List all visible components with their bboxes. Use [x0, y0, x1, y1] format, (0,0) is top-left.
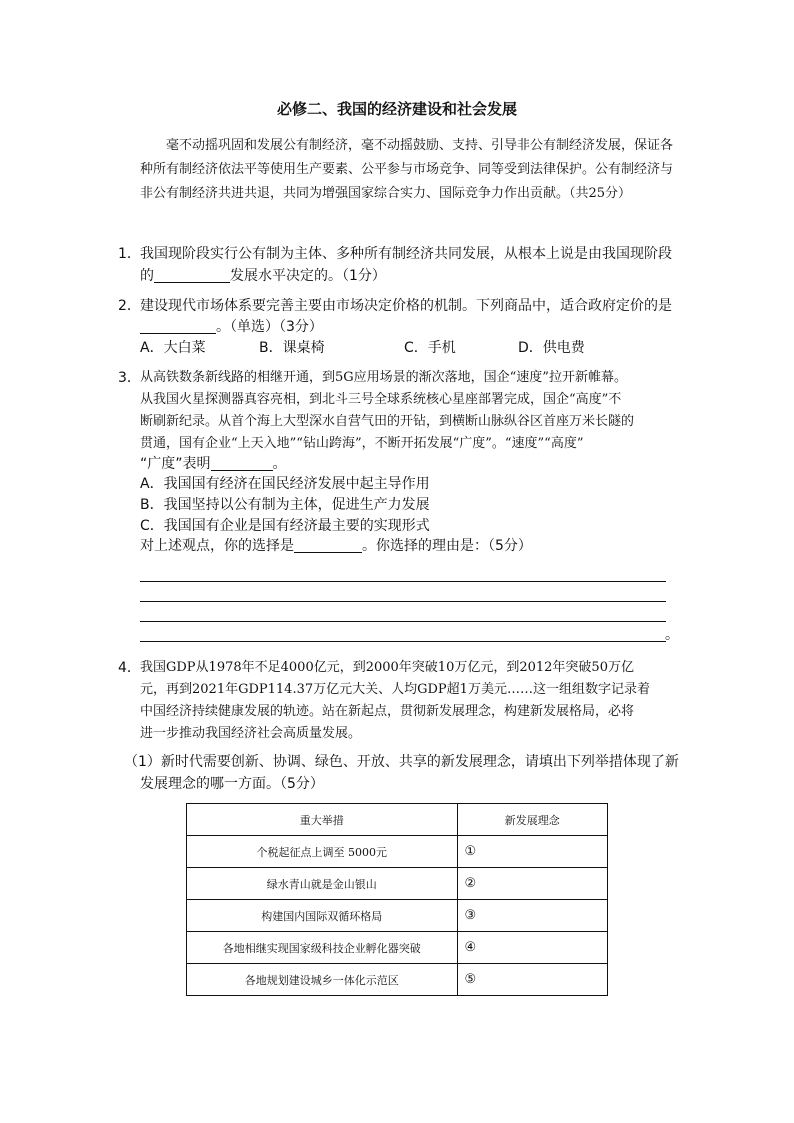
answer-end-mark: 。 — [665, 627, 679, 643]
question-1-line-1: 我国现阶段实行公有制为主体、多种所有制经济共同发展，从根本上说是由我国现阶段 — [140, 246, 672, 262]
question-3-stem-line-5: “广度”表明 。 — [140, 456, 287, 472]
intro-paragraph: 毫不动摇巩固和发展公有制经济，毫不动摇鼓励、支持、引导非公有制经济发展，保证各种所有制经济依法平等使用生产要素、公平参与市场竞争、同等受到法律保护。公有制经济与非公有制经济共进共退，共同为增强国家综合实力、国际竞争力作出贡献。（共25分） — [140, 138, 674, 201]
answer-blank[interactable] — [154, 266, 230, 283]
option-c: C．我国国有企业是国有经济最主要的实现形式 — [140, 518, 430, 534]
header-concept: 新发展理念 — [457, 804, 608, 836]
header-measure: 重大举措 — [187, 804, 458, 836]
concept-answer-cell[interactable]: ② — [457, 868, 608, 900]
table-row — [187, 836, 608, 868]
question-3-stem-line-4: 贯通，国有企业“上天入地”“钻山跨海”，不断开拓发展“广度”。“速度”“高度” — [140, 436, 584, 451]
table-row — [187, 868, 608, 900]
concept-answer-cell[interactable]: ④ — [457, 932, 608, 964]
question-4-stem-line-3: 中国经济持续健康发展的轨迹。站在新起点，贯彻新发展理念，构建新发展格局，必将 — [140, 704, 635, 719]
question-4-stem-line-2: 元，再到2021年GDP114.37万亿元大关、人均GDP超1万美元……这一组组数字记录着 — [140, 682, 650, 697]
measure-cell: 各地规划建设城乡一体化示范区 — [187, 964, 458, 996]
answer-line[interactable] — [140, 621, 666, 622]
measure-cell: 绿水青山就是金山银山 — [187, 868, 458, 900]
question-4-stem-line-4: 进一步推动我国经济社会高质量发展。 — [140, 726, 362, 741]
table-header-row — [187, 804, 608, 836]
concept-answer-cell[interactable]: ① — [457, 836, 608, 868]
sub-question-1-line-2: 发展理念的哪一方面。（5分） — [140, 776, 324, 792]
question-2-line-1: 建设现代市场体系要完善主要由市场决定价格的机制。下列商品中，适合政府定价的是 — [140, 298, 672, 314]
page-title: 必修二、我国的经济建设和社会发展 — [276, 100, 517, 118]
question-number: 4． — [118, 660, 141, 676]
answer-line[interactable] — [140, 601, 666, 602]
question-4-stem-line-1: 我国GDP从1978年不足4000亿元，到2000年突破10万亿元，到2012年突破50万亿 — [140, 660, 634, 675]
question-number: 3． — [118, 370, 141, 386]
answer-line[interactable] — [140, 641, 666, 642]
table-row — [187, 932, 608, 964]
answer-blank[interactable] — [140, 317, 216, 334]
table-row — [187, 964, 608, 996]
question-number: 2． — [118, 298, 141, 314]
choice-blank[interactable] — [294, 536, 362, 553]
answer-line[interactable] — [140, 581, 666, 582]
question-1-line-2: 的 发展水平决定的。（1分） — [140, 268, 386, 284]
answer-blank[interactable] — [211, 454, 273, 471]
concept-answer-cell[interactable]: ⑤ — [457, 964, 608, 996]
option-b[interactable]: B．课桌椅 — [259, 340, 325, 356]
concept-answer-cell[interactable]: ③ — [457, 900, 608, 932]
option-a: A．我国国有经济在国民经济发展中起主导作用 — [140, 476, 430, 492]
option-b: B．我国坚持以公有制为主体，促进生产力发展 — [140, 497, 430, 513]
option-a[interactable]: A．大白菜 — [140, 340, 206, 356]
option-d[interactable]: D．供电费 — [518, 340, 585, 356]
sub-question-1-line-1: （1）新时代需要创新、协调、绿色、开放、共享的新发展理念，请填出下列举措体现了新 — [124, 754, 679, 770]
table-row — [187, 900, 608, 932]
measure-cell: 各地相继实现国家级科技企业孵化器突破 — [187, 932, 458, 964]
question-number: 1． — [118, 246, 141, 262]
question-3-stem-line-3: 断刷新纪录。从首个海上大型深水自营气田的开钻，到横断山脉纵谷区首座万米长隧的 — [140, 414, 635, 429]
measures-table — [186, 803, 608, 996]
question-3-stem-line-1: 从高铁数条新线路的相继开通，到5G应用场景的渐次落地，国企“速度”拉开新帷幕。 — [140, 370, 627, 385]
measure-cell: 构建国内国际双循环格局 — [187, 900, 458, 932]
question-2-line-2: 。（单选）（3分） — [140, 315, 323, 339]
option-c[interactable]: C．手机 — [404, 340, 456, 356]
choice-prompt: 对上述观点，你的选择是 。你选择的理由是：（5分） — [140, 538, 532, 554]
question-3-stem-line-2: 从我国火星探测器真容亮相，到北斗三号全球系统核心星座部署完成，国企“高度”不 — [140, 392, 622, 407]
measure-cell: 个税起征点上调至 5000元 — [187, 836, 458, 868]
